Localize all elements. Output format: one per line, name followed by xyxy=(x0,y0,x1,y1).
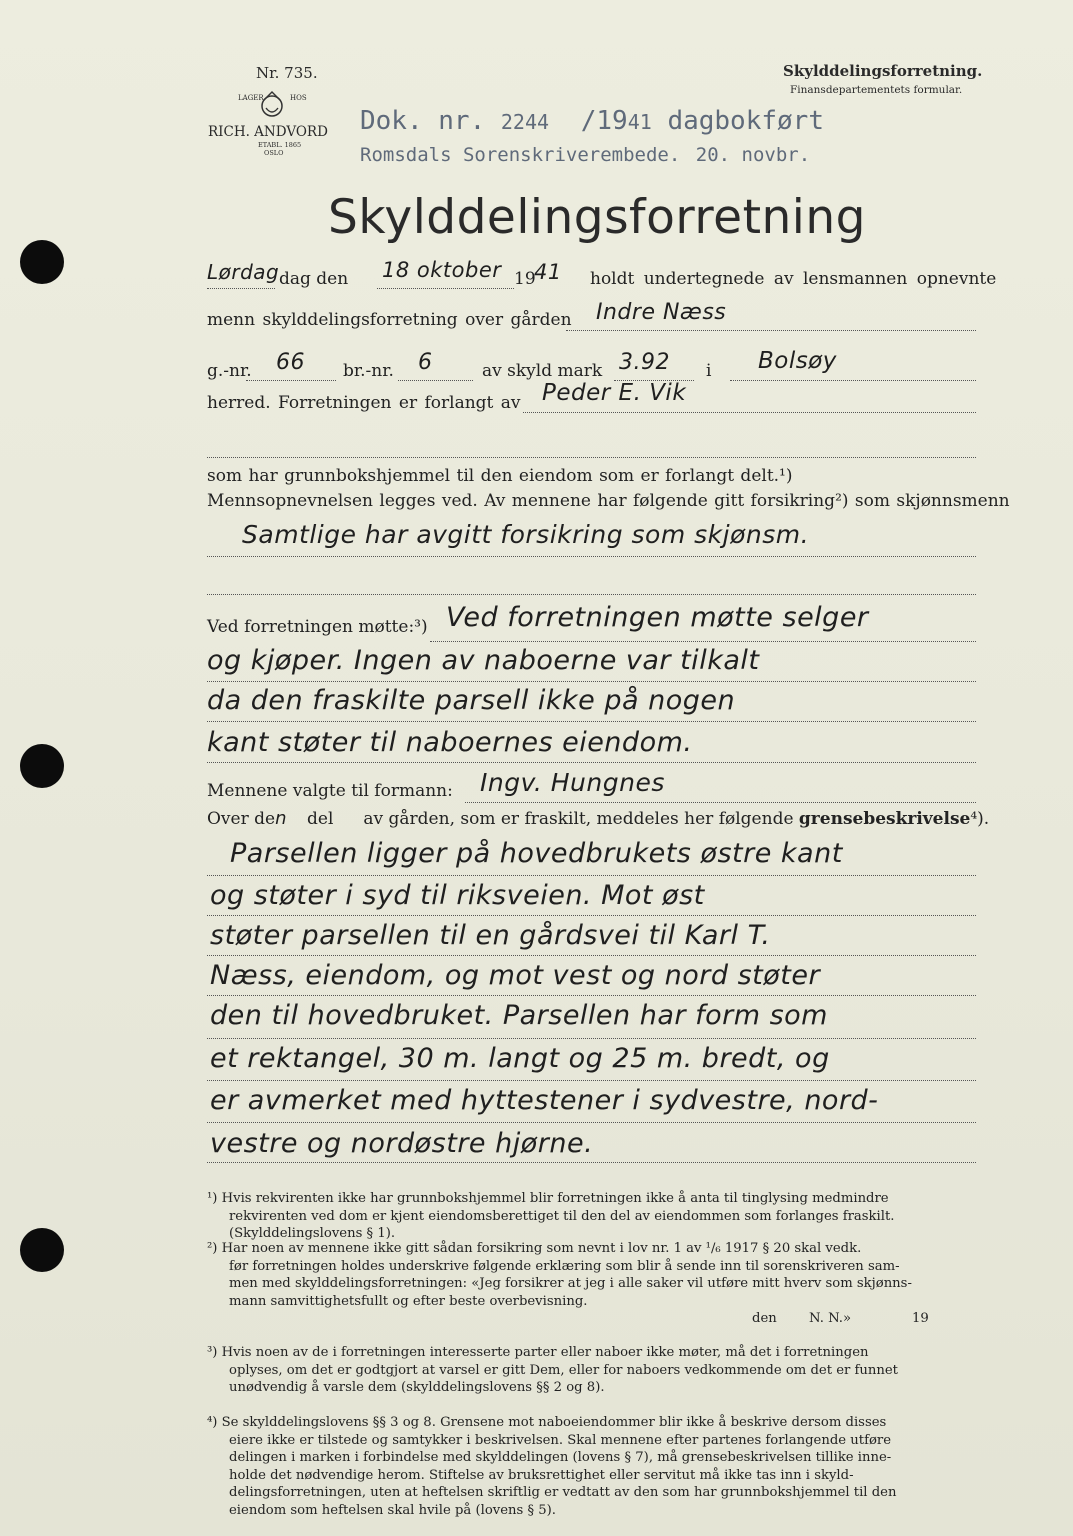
form-type: Skylddelingsforretning. xyxy=(783,62,983,80)
farm-name: Indre Næss xyxy=(596,300,727,325)
form-origin: Finansdepartementets formular. xyxy=(790,84,963,96)
gnr-value: 66 xyxy=(276,350,305,375)
page-title: Skylddelingsforretning xyxy=(328,190,866,245)
crest-icon xyxy=(202,86,342,126)
footnote-4: ⁴) Se skylddelingslovens §§ 3 og 8. Grensene mot naboeiendommer blir ikke å beskrive dersom disses eiere ikke er tilstede og samtykker i beskrivelsen. Skal mennene efter partenes forlangende utføre delingen i marken i forbindelse med skylddelingen (lovens § 7), må grensebeskrivelsen tillike inne- holde det nødvendige herom. Stiftelse av bruksrettighet eller servitut må ikke tas inn i skyld- delingsforretningen, uten at heftelsen skriftlig er vedtatt av den som har grunnbokshjemmel til den eiendom som heftelsen skal hvile på (lovens § 5). xyxy=(207,1415,897,1518)
registry-stamp: Dok. nr. 2244 /1941 dagbokført xyxy=(360,106,824,136)
registry-office-stamp: Romsdals Sorenskriverembede. 20. novbr. xyxy=(360,144,811,166)
boundary-intro: Over den del av gården, som er fraskilt, meddeles her følgende grensebeskrivelse⁴). xyxy=(207,808,990,829)
publisher-logo: LAGER HOS RICH. ANDVORD ETABL. 1865 OSLO xyxy=(202,86,342,156)
document-page: Nr. 735. Skylddelingsforretning. Finansdepartementets formular. LAGER HOS RICH. ANDVORD ETABL. 1865 OSLO Dok. nr. 2244 /1941 dagbokført Romsdals Sorenskriverembede. 20. novbr. Skylddelingsforretning Lørdag dag den 18 oktober 19 41 holdt undertegnede av lensmannen opnevnte menn skylddelingsforretning over gården Indre Næss g.-nr. 66 br.-nr. 6 av skyld mark 3.92 i Bolsøy herred. Forretningen er forlangt av Peder E. Vik som har grunnbokshjemmel til den eiendom som er forlangt delt.¹) Mennsopnevnelsen legges ved. Av mennene har følgende gitt forsikring²) som skjønnsmenn Samtlige har avgitt forsikring som skjønsm. Ved forretningen møtte:³) Ved forretningen møtte selger og kjøper. Ingen av naboerne var tilkalt da den fraskilte parsell ikke på nogen kant støter til naboernes eiendom. Mennene valgte til formann: Ingv. Hungnes Over den del av gården, som er fraskilt, meddeles her følgende grensebeskrivelse⁴). Parsellen ligger på hovedbrukets østre kant og støter i syd til riksveien. Mot øst støter parsellen til en gårdsvei til Karl T. Næss, eiendom, og mot vest og nord støter den til hovedbruket. Parsellen har form som et rektangel, 30 m. langt og 25 m. bredt, og er avmerket med hyttestener i sydvestre, nord- vestre og nordøstre hjørne. ¹) Hvis rekvirenten ikke har grunnbokshjemmel blir forretningen ikke å anta til tinglysing medmindre rekvirenten ved dom er kjent eiendomsberettiget til den del av eiendommen som forlanges fraskilt. (Skylddelingslovens § 1). ²) Har noen av mennene ikke gitt sådan forsikring som nevnt i lov nr. 1 av ¹/₆ 1917 § 20 skal vedk. før forretningen holdes underskrive følgende erklæring som blir å sende inn til sorenskriveren sam- men med skylddelingsforretningen: «Jeg forsikrer at jeg i alle saker vil utføre mitt hverv som skjønns- mann samvittighetsfullt og efter beste overbevisning. den 19 N. N.» ³) Hvis noen av de i forretningen interesserte parter eller naboer ikke møter, må det i forretningen oplyses, om det er godtgjort at varsel er gitt Dem, eller for naboers vedkommende om det er funnet unødvendig å varsle dem (skylddelingslovens §§ 2 og 8). ⁴) Se skylddelingslovens §§ 3 og 8. Grensene mot naboeiendommer blir ikke å beskrive dersom disses eiere ikke er tilstede og samtykker i beskrivelsen. Skal mennene efter partenes forlangende utføre delingen i marken i forbindelse med skylddelingen (lovens § 7), må grensebeskrivelsen tillike inne- holde det nødvendige herom. Stiftelse av bruksrettighet eller servitut må ikke tas inn i skyld- delingsforretningen, uten at heftelsen skriftlig er vedtatt av den som har grunnbokshjemmel til den eiendom som heftelsen skal hvile på (lovens § 5). xyxy=(0,0,1073,1536)
attendance-line-3: da den fraskilte parsell ikke på nogen xyxy=(207,685,736,716)
attendance-line-4: kant støter til naboernes eiendom. xyxy=(207,727,693,758)
municipality: Bolsøy xyxy=(758,348,837,374)
description-line-4: Næss, eiendom, og mot vest og nord støter xyxy=(210,960,821,991)
date: 18 oktober xyxy=(382,258,502,282)
skyld-value: 3.92 xyxy=(619,350,670,375)
description-line-6: et rektangel, 30 m. langt og 25 m. bredt, og xyxy=(210,1043,830,1074)
year-suffix: 41 xyxy=(534,260,562,284)
description-line-8: vestre og nordøstre hjørne. xyxy=(210,1128,594,1159)
requested-by: Peder E. Vik xyxy=(542,380,687,406)
punch-hole-top xyxy=(20,240,64,284)
chairman-name: Ingv. Hungnes xyxy=(480,768,665,797)
description-line-1: Parsellen ligger på hovedbrukets østre kant xyxy=(230,838,843,869)
weekday: Lørdag xyxy=(207,260,280,284)
footnote-1: ¹) Hvis rekvirenten ikke har grunnbokshjemmel blir forretningen ikke å anta til tinglysing medmindre rekvirenten ved dom er kjent eiendomsberettiget til den del av eiendommen som forlanges fraskilt. (Skylddelingslovens § 1). xyxy=(207,1191,895,1242)
description-line-2: og støter i syd til riksveien. Mot øst xyxy=(210,880,705,911)
footnote-2: ²) Har noen av mennene ikke gitt sådan forsikring som nevnt i lov nr. 1 av ¹/₆ 1917 § 20 skal vedk. før forretningen holdes underskrive følgende erklæring som blir å sende inn til sorenskriveren sam- men med skylddelingsforretningen: «Jeg forsikrer at jeg i alle saker vil utføre mitt hverv som skjønns- mann samvittighetsfullt og efter beste overbevisning. den 19 N. N.» xyxy=(207,1241,929,1327)
punch-hole-bottom xyxy=(20,1228,64,1272)
attendance-line-1: Ved forretningen møtte selger xyxy=(446,602,869,633)
punch-hole-middle xyxy=(20,744,64,788)
brnr-value: 6 xyxy=(418,350,433,375)
form-number: Nr. 735. xyxy=(256,64,318,82)
description-line-5: den til hovedbruket. Parsellen har form som xyxy=(210,1000,828,1031)
footnote-3: ³) Hvis noen av de i forretningen interesserte parter eller naboer ikke møter, må det i forretningen oplyses, om det er godtgjort at varsel er gitt Dem, eller for naboers vedkommende om det er funnet unødvendig å varsle dem (skylddelingslovens §§ 2 og 8). xyxy=(207,1345,898,1396)
attendance-line-2: og kjøper. Ingen av naboerne var tilkalt xyxy=(207,645,760,676)
assurance-text: Samtlige har avgitt forsikring som skjønsm. xyxy=(242,520,810,549)
description-line-7: er avmerket med hyttestener i sydvestre, nord- xyxy=(210,1085,879,1116)
description-line-3: støter parsellen til en gårdsvei til Karl T. xyxy=(210,920,771,951)
